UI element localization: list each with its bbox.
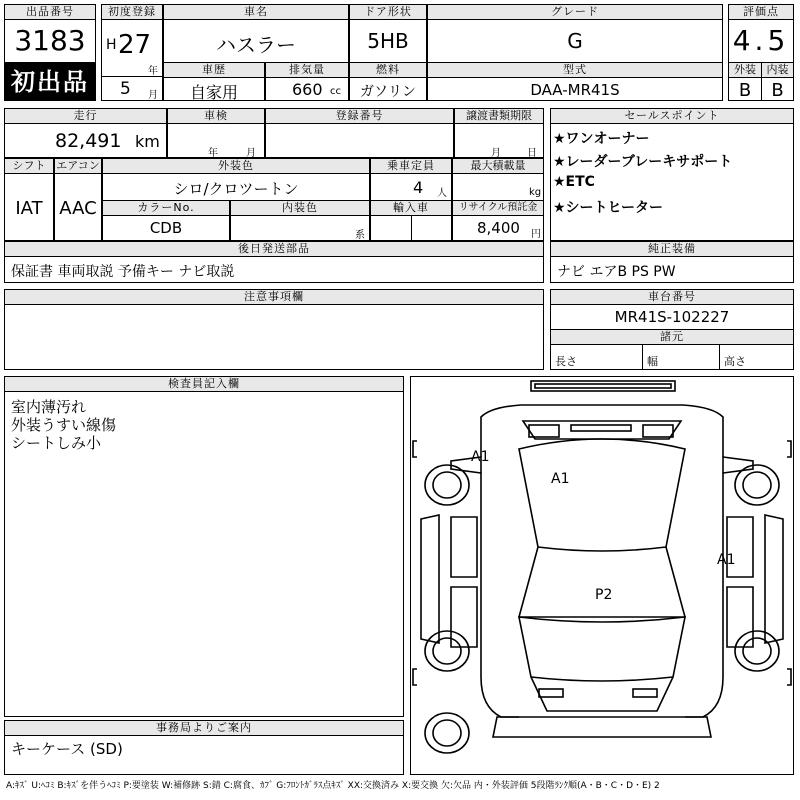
grade: G <box>567 29 583 53</box>
transfer-label: 譲渡書類期限 <box>454 108 544 124</box>
office-label: 事務局よりご案内 <box>4 720 404 736</box>
aircon: AAC <box>59 198 97 219</box>
capacity-cell <box>370 173 452 201</box>
damage-mark-p2: P2 <box>595 587 613 603</box>
fuel: ガソリン <box>360 84 416 100</box>
km-unit: km <box>135 132 160 151</box>
shift-label: シフト <box>4 158 54 174</box>
mileage: 82,491 <box>55 130 122 152</box>
transfer-month-unit: 月 <box>491 148 501 158</box>
inspection-cell <box>167 123 265 158</box>
era: H <box>106 37 117 53</box>
displacement-label: 排気量 <box>265 62 349 78</box>
office-note: キーケース (SD) <box>11 740 123 758</box>
legend: A:ｷｽﾞ U:ﾍｺﾐ B:ｷｽﾞを伴うﾍｺﾐ P:要塗装 W:補修跡 S:錆 C:腐食、ｶﾌﾞ G:ﾌﾛﾝﾄｶﾞﾗｽ点ｷｽﾞ XX:交換済み X:要交換 欠:欠品 内・外装評価 5段階ﾗﾝｸ順(A・B・C・D・E) 2 <box>6 781 660 791</box>
first-reg-month-cell <box>101 76 163 101</box>
inspector-cell <box>4 391 404 717</box>
genuine-cell <box>550 256 794 283</box>
later-parts-cell <box>4 256 544 283</box>
aircon-cell <box>54 173 102 241</box>
height-label: 高さ <box>724 355 746 368</box>
ext-color-cell <box>102 173 370 201</box>
office-cell <box>4 735 404 775</box>
lot-number: 3183 <box>14 24 86 57</box>
damage-mark-a1: A1 <box>471 449 490 465</box>
later-parts: 保証書 車両取説 予備キー ナビ取説 <box>11 264 235 280</box>
exterior-score-label: 外装 <box>728 62 762 78</box>
height-cell <box>719 344 794 370</box>
inspector-note: 室内薄汚れ <box>11 398 87 416</box>
chassis-cell <box>550 304 794 330</box>
fuel-label: 燃料 <box>349 62 427 78</box>
int-color-cell <box>230 215 370 241</box>
grade-cell <box>427 19 723 63</box>
aircon-label: エアコン <box>54 158 102 174</box>
import-cell-a <box>370 215 412 241</box>
genuine-equipment: ナビ エアB PS PW <box>557 264 676 280</box>
lot-number-cell <box>4 19 96 63</box>
cc-unit: cc <box>330 86 341 97</box>
sales-point-item: ★ワンオーナー <box>553 131 650 147</box>
kg-unit: kg <box>529 187 542 198</box>
sales-point-item: ★ETC <box>553 174 595 190</box>
inspection-label: 車検 <box>167 108 265 124</box>
reg-no-label: 登録番号 <box>265 108 454 124</box>
score-label: 評価点 <box>728 4 794 20</box>
int-color-unit: 系 <box>355 230 365 241</box>
sales-point-item: ★レーダーブレーキサポート <box>553 154 733 170</box>
color-no-label: カラーNo. <box>102 200 230 216</box>
fuel-cell <box>349 77 427 101</box>
inspection-year-unit: 年 <box>208 148 218 158</box>
sales-points-label: セールスポイント <box>550 108 794 124</box>
damage-mark-a1: A1 <box>551 471 570 487</box>
transfer-day-unit: 日 <box>527 148 537 158</box>
recycle-cell <box>452 215 544 241</box>
width-label: 幅 <box>647 355 658 368</box>
first-listing-badge: 初出品 <box>4 63 96 101</box>
capacity-unit: 人 <box>437 188 447 199</box>
door-cell <box>349 19 427 63</box>
chassis-label: 車台番号 <box>550 289 794 305</box>
notes-label: 注意事項欄 <box>4 289 544 305</box>
score-cell <box>728 19 794 63</box>
year-unit: 年 <box>148 66 158 77</box>
month-unit: 月 <box>148 90 158 101</box>
inspector-note: シートしみ小 <box>11 434 102 452</box>
color-no-cell <box>102 215 230 241</box>
mileage-label: 走行 <box>4 108 167 124</box>
notes-cell <box>4 304 544 370</box>
max-load-cell <box>452 173 544 201</box>
length-cell <box>550 344 643 370</box>
color-no: CDB <box>149 219 183 237</box>
model: DAA-MR41S <box>530 81 620 99</box>
mileage-cell <box>4 123 167 158</box>
exterior-score: B <box>738 80 752 101</box>
sales-points-cell <box>550 123 794 241</box>
width-cell <box>642 344 720 370</box>
dims-label: 諸元 <box>550 329 794 345</box>
reg-no-cell <box>265 123 454 158</box>
capacity-label: 乗車定員 <box>370 158 452 174</box>
car-damage-diagram <box>410 376 794 775</box>
import-cell-b <box>411 215 452 241</box>
first-reg-year: 27 <box>118 30 152 60</box>
max-load-label: 最大積載量 <box>452 158 544 174</box>
length-label: 長さ <box>555 355 577 368</box>
capacity: 4 <box>413 178 424 197</box>
car-outline <box>411 377 793 774</box>
history-cell <box>163 77 265 101</box>
car-name-label: 車名 <box>163 4 349 20</box>
damage-mark-a1: A1 <box>717 552 736 568</box>
first-reg-month: 5 <box>120 79 131 99</box>
first-reg-label: 初度登録 <box>101 4 163 20</box>
interior-score-cell <box>761 77 794 101</box>
import-label: 輸入車 <box>370 200 452 216</box>
score-value: 4.5 <box>732 24 790 57</box>
lot-label: 出品番号 <box>4 4 96 20</box>
int-color-label: 内装色 <box>230 200 370 216</box>
chassis-number: MR41S-102227 <box>614 308 730 326</box>
car-name-cell <box>163 19 349 63</box>
door-label: ドア形状 <box>349 4 427 20</box>
transfer-cell <box>454 123 544 158</box>
door-type: 5HB <box>367 29 409 53</box>
displacement: 660 <box>292 80 323 99</box>
exterior-score-cell <box>728 77 762 101</box>
history: 自家用 <box>189 83 238 101</box>
car-name: ハスラー <box>216 33 296 57</box>
later-parts-label: 後日発送部品 <box>4 241 544 257</box>
model-cell <box>427 77 723 101</box>
model-label: 型式 <box>427 62 723 78</box>
interior-score-label: 内装 <box>761 62 794 78</box>
shift-cell <box>4 173 54 241</box>
displacement-cell <box>265 77 349 101</box>
sales-point-item: ★シートヒーター <box>553 200 663 216</box>
ext-color: シロ/クロツートン <box>173 180 299 198</box>
ext-color-label: 外装色 <box>102 158 370 174</box>
yen-unit: 円 <box>531 229 541 240</box>
recycle: 8,400 <box>477 219 520 237</box>
grade-label: グレード <box>427 4 723 20</box>
history-label: 車歴 <box>163 62 265 78</box>
interior-score: B <box>771 80 784 101</box>
first-reg-year-cell <box>101 19 163 77</box>
inspector-label: 検査員記入欄 <box>4 376 404 392</box>
inspector-note: 外装うすい線傷 <box>11 416 117 434</box>
genuine-label: 純正装備 <box>550 241 794 257</box>
recycle-label: リサイクル預託金 <box>452 200 544 216</box>
shift: IAT <box>15 198 43 219</box>
inspection-month-unit: 月 <box>246 148 256 158</box>
